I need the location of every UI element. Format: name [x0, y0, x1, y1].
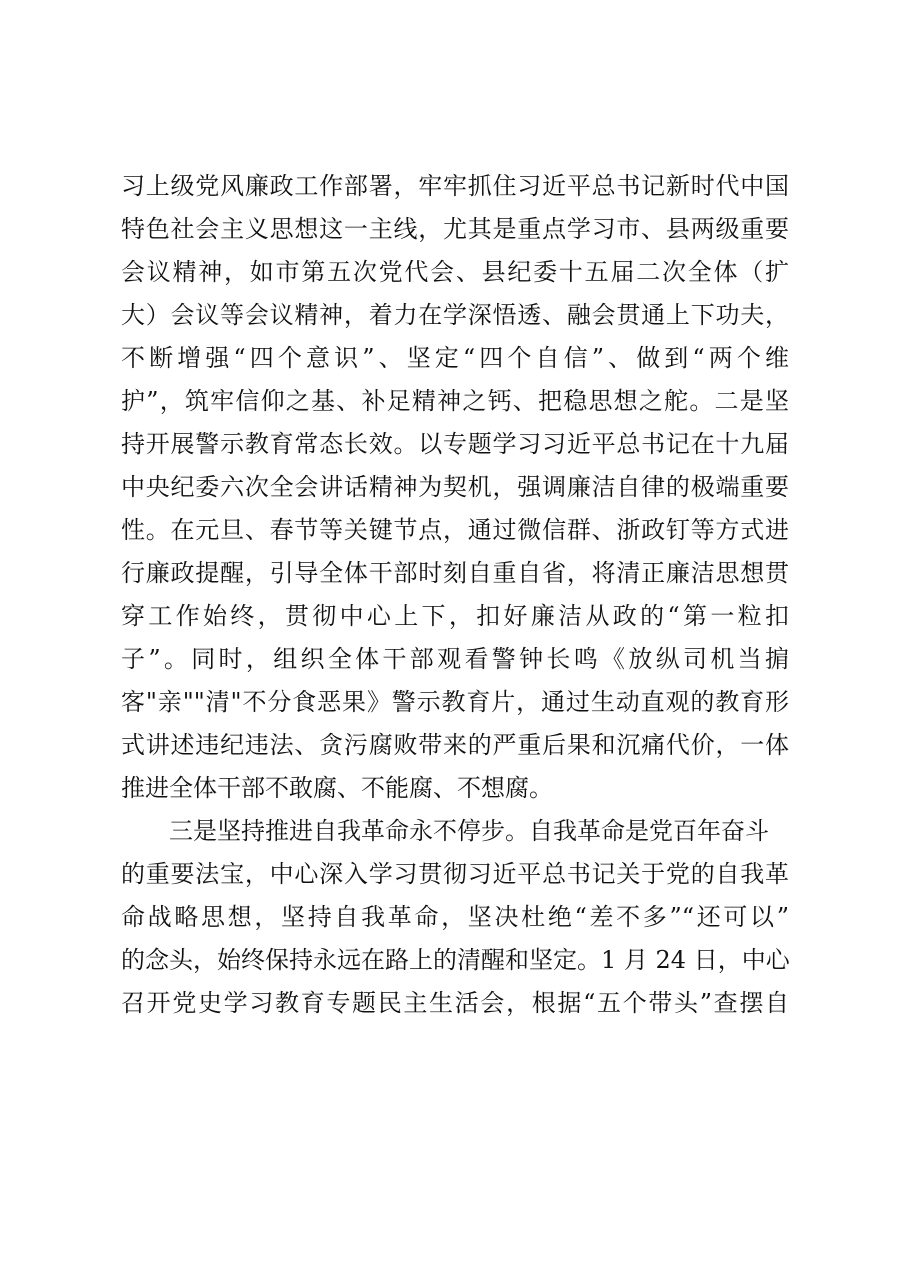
text-line: 行廉政提醒，引导全体干部时刻自重自省，将清正廉洁思想贯	[121, 559, 789, 587]
text-line: 子”。同时，组织全体干部观看警钟长鸣《放纵司机当掮	[121, 645, 789, 673]
text-line: 护”，筑牢信仰之基、补足精神之钙、把稳思想之舵。二是坚	[121, 387, 789, 415]
text-line: 持开展警示教育常态长效。以专题学习习近平总书记在十九届	[121, 430, 789, 458]
text-line: 推进全体干部不敢腐、不能腐、不想腐。	[121, 774, 553, 802]
text-line: 大）会议等会议精神，着力在学深悟透、融会贯通上下功夫，	[121, 301, 789, 329]
text-line: 不断增强“四个意识”、坚定“四个自信”、做到“两个维	[121, 344, 789, 372]
text-line: 中央纪委六次全会讲话精神为契机，强调廉洁自律的极端重要	[121, 473, 789, 501]
body-text	[121, 165, 789, 1025]
text-line: 式讲述违纪违法、贪污腐败带来的严重后果和沉痛代价，一体	[121, 731, 789, 759]
text-line: 习上级党风廉政工作部署，牢牢抓住习近平总书记新时代中国	[121, 172, 789, 200]
text-line: 会议精神，如市第五次党代会、县纪委十五届二次全体（扩	[121, 258, 789, 286]
text-line: 命战略思想，坚持自我革命，坚决杜绝“差不多”“还可以”	[121, 903, 789, 931]
text-line: 召开党史学习教育专题民主生活会，根据“五个带头”查摆自	[121, 989, 789, 1017]
text-line: 客"亲""清"不分食恶果》警示教育片，通过生动直观的教育形	[121, 688, 789, 716]
paragraph-start-line: 三是坚持推进自我革命永不停步。自我革命是党百年奋斗	[169, 817, 769, 845]
text-line: 特色社会主义思想这一主线，尤其是重点学习市、县两级重要	[121, 215, 789, 243]
text-line: 的念头，始终保持永远在路上的清醒和坚定。1 月 24 日，中心	[121, 946, 790, 974]
text-line: 穿工作始终，贯彻中心上下，扣好廉洁从政的“第一粒扣	[121, 602, 789, 630]
text-line: 的重要法宝，中心深入学习贯彻习近平总书记关于党的自我革	[121, 860, 789, 888]
text-line: 性。在元旦、春节等关键节点，通过微信群、浙政钉等方式进	[121, 516, 789, 544]
